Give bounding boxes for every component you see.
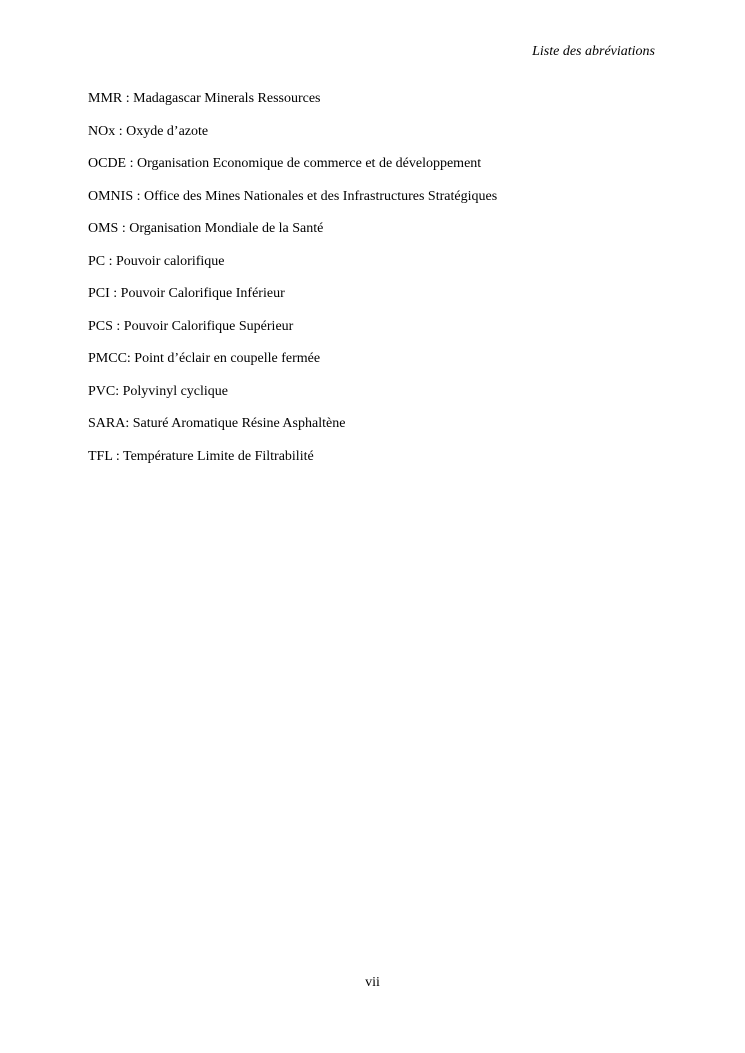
abbreviation-pc: PC : Pouvoir calorifique	[88, 253, 225, 269]
abbreviation-pci: PCI : Pouvoir Calorifique Inférieur	[88, 286, 285, 301]
page-number: vii	[365, 975, 380, 990]
abbreviation-nox: NOx : Oxyde d’azote	[88, 123, 209, 139]
abbreviation-sara: SARA: Saturé Aromatique Résine Asphaltène	[88, 416, 346, 431]
abbreviation-tfl: TFL : Température Limite de Filtrabilité	[88, 448, 314, 464]
abbreviation-pvc: PVC: Polyvinyl cyclique	[88, 383, 228, 399]
abbreviation-oms: OMS : Organisation Mondiale de la Santé	[88, 221, 324, 236]
abbreviation-list	[88, 90, 668, 480]
abbreviation-pmcc: PMCC: Point d’éclair en coupelle fermée	[88, 351, 321, 366]
abbreviation-mmr: MMR : Madagascar Minerals Ressources	[88, 91, 321, 106]
abbreviation-omnis: OMNIS : Office des Mines Nationales et des Infrastructures Stratégiques	[88, 188, 498, 204]
abbreviation-pcs: PCS : Pouvoir Calorifique Supérieur	[88, 318, 294, 334]
running-header: Liste des abréviations	[532, 44, 655, 59]
abbreviation-ocde: OCDE : Organisation Economique de commerce et de développement	[88, 156, 482, 171]
